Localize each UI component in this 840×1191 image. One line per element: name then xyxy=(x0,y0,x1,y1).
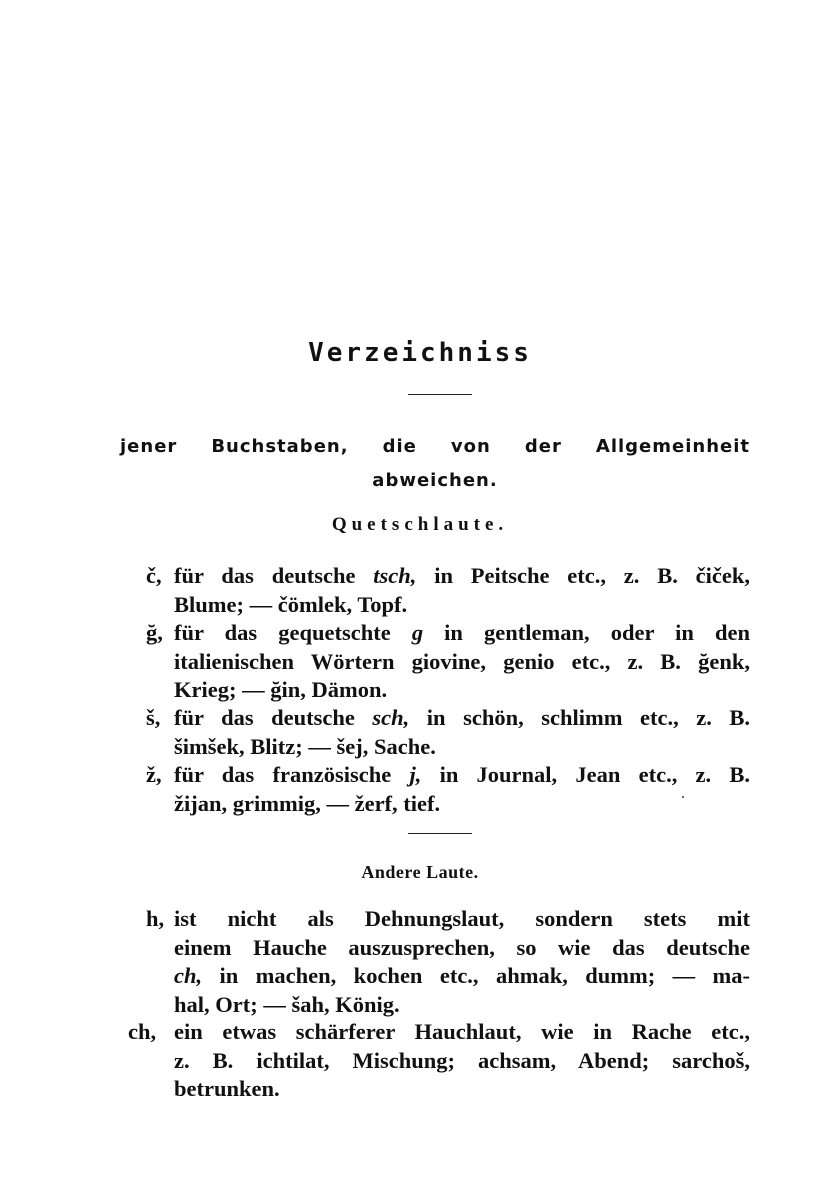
entry-s-caron xyxy=(146,704,750,761)
section-heading-quetschlaute: Quetschlaute. xyxy=(331,514,509,535)
entry-line: betrunken. xyxy=(174,1076,280,1101)
section-heading-andere-laute: Andere Laute. xyxy=(361,862,479,882)
entry-line: Krieg; — ğin, Dämon. xyxy=(174,677,388,702)
entry-line: žijan, grimmig, — žerf, tief. xyxy=(174,790,441,816)
italic-term: g xyxy=(411,620,424,645)
entry-ch xyxy=(128,1018,750,1104)
entry-letter: č, xyxy=(146,563,162,588)
entry-h xyxy=(146,905,750,1019)
entry-g-breve xyxy=(146,619,750,705)
entry-line: für das gequetschte g in gentleman, oder in den xyxy=(174,620,750,645)
italic-term: tsch, xyxy=(373,563,417,588)
print-speck xyxy=(682,796,684,798)
entry-line: ein etwas schärferer Hauchlaut, wie in Rache etc., xyxy=(174,1019,750,1044)
entry-line: einem Hauche auszusprechen, so wie das deutsche xyxy=(174,934,750,960)
entry-letter: ch, xyxy=(128,1019,157,1044)
entry-line: italienischen Wörtern giovine, genio etc., z. B. ğenk, xyxy=(174,648,750,674)
entry-letter: ğ, xyxy=(146,620,163,645)
entry-line: hal, Ort; — šah, König. xyxy=(174,991,400,1017)
entry-line: šimšek, Blitz; — šej, Sache. xyxy=(174,733,436,759)
entry-line: ist nicht als Dehnungslaut, sondern stets mit xyxy=(174,906,750,931)
italic-term: sch, xyxy=(372,705,410,730)
entry-line: für das französische j, in Journal, Jean etc., z. B. xyxy=(174,762,750,787)
subtitle-line-2: abweichen. xyxy=(372,470,498,491)
entry-line: Blume; — čömlek, Topf. xyxy=(174,591,408,617)
divider xyxy=(408,833,472,834)
subtitle-line-1: jener Buchstaben, die von der Allgemeinheit xyxy=(120,436,750,457)
entry-c-caron xyxy=(146,562,750,619)
italic-term: j, xyxy=(409,762,422,787)
entry-letter: ž, xyxy=(146,762,162,787)
entry-z-caron xyxy=(146,761,750,818)
entry-letter: š, xyxy=(146,705,161,730)
italic-term: ch, xyxy=(174,963,203,988)
entry-line: z. B. ichtilat, Mischung; achsam, Abend; sarchoš, xyxy=(174,1047,750,1073)
entry-letter: h, xyxy=(146,906,165,931)
page-title: Verzeichniss xyxy=(308,338,532,368)
divider xyxy=(408,394,472,395)
entry-line: für das deutsche sch, in schön, schlimm etc., z. B. xyxy=(174,705,750,730)
entry-line: ch, in machen, kochen etc., ahmak, dumm; — ma- xyxy=(174,963,750,988)
entry-line: für das deutsche tsch, in Peitsche etc., z. B. čiček, xyxy=(174,563,750,588)
